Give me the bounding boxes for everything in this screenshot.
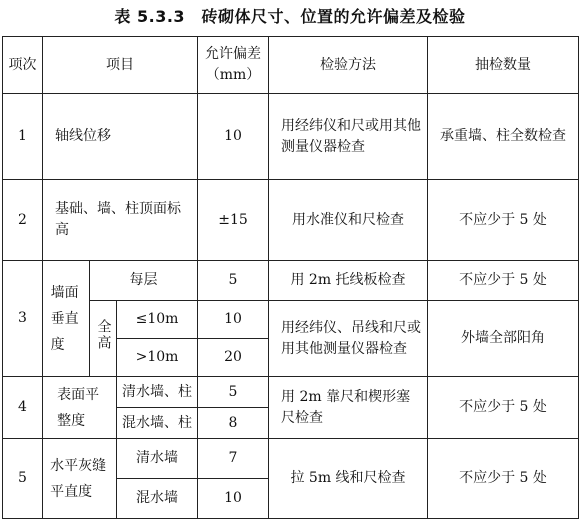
header-allowance-label: 允许偏差 — [205, 46, 262, 62]
table-row — [3, 261, 579, 301]
row-quantity: 承重墙、柱全数检查 — [428, 94, 579, 180]
header-allowance — [198, 37, 269, 94]
row-item — [43, 377, 117, 439]
row-subitem: 清水墙 — [117, 439, 198, 479]
tolerance-table — [2, 36, 579, 519]
row-method: 用 2m 靠尺和楔形塞尺检查 — [269, 377, 428, 439]
row-method: 用经纬仪和尺或用其他测量仪器检查 — [269, 94, 428, 180]
header-item: 项目 — [43, 37, 198, 94]
table-title: 表 5.3.3 砖砌体尺寸、位置的允许偏差及检验 — [114, 7, 466, 26]
row-quantity: 不应少于 5 处 — [428, 180, 579, 261]
row-no: 1 — [3, 94, 43, 180]
header-row — [3, 37, 579, 94]
table-row — [3, 180, 579, 261]
row-method: 拉 5m 线和尺检查 — [269, 439, 428, 519]
row-item-label: 墙面垂直度 — [50, 284, 79, 353]
row-item-label: 表面平整度 — [57, 386, 100, 429]
row-allowance: 10 — [198, 301, 269, 339]
row-quantity: 不应少于 5 处 — [428, 261, 579, 301]
row-subitem: 清水墙、柱 — [117, 377, 198, 408]
row-item: 轴线位移 — [43, 94, 198, 180]
row-allowance: 7 — [198, 439, 269, 479]
row-allowance: 20 — [198, 339, 269, 377]
row-no: 5 — [3, 439, 43, 519]
row-full-height — [90, 301, 117, 377]
row-method: 用 2m 托线板检查 — [269, 261, 428, 301]
row-quantity: 不应少于 5 处 — [428, 439, 579, 519]
row-item: 基础、墙、柱顶面标高 — [43, 180, 198, 261]
row-subitem: 混水墙 — [117, 479, 198, 519]
table-row — [3, 377, 579, 408]
row-allowance: 10 — [198, 94, 269, 180]
row-allowance: ±15 — [198, 180, 269, 261]
row-item-label: 水平灰缝平直度 — [50, 457, 107, 500]
row-subitem: ≤10m — [117, 301, 198, 339]
table-row — [3, 301, 579, 339]
row-no: 3 — [3, 261, 43, 377]
row-no: 2 — [3, 180, 43, 261]
row-method: 用经纬仪、吊线和尺或用其他测量仪器检查 — [269, 301, 428, 377]
table-row — [3, 439, 579, 479]
header-allowance-unit: （mm） — [205, 67, 261, 83]
row-allowance: 5 — [198, 261, 269, 301]
row-allowance: 5 — [198, 377, 269, 408]
row-full-height-label: 全高 — [95, 319, 112, 351]
row-item — [43, 261, 90, 377]
row-no: 4 — [3, 377, 43, 439]
row-subitem: >10m — [117, 339, 198, 377]
row-allowance: 10 — [198, 479, 269, 519]
row-method: 用水准仪和尺检查 — [269, 180, 428, 261]
header-no: 项次 — [3, 37, 43, 94]
row-quantity: 不应少于 5 处 — [428, 377, 579, 439]
row-subitem: 混水墙、柱 — [117, 408, 198, 439]
header-method: 检验方法 — [269, 37, 428, 94]
header-quantity: 抽检数量 — [428, 37, 579, 94]
row-quantity: 外墙全部阳角 — [428, 301, 579, 377]
table-row — [3, 94, 579, 180]
row-item — [43, 439, 117, 519]
row-subitem: 每层 — [90, 261, 198, 301]
row-allowance: 8 — [198, 408, 269, 439]
